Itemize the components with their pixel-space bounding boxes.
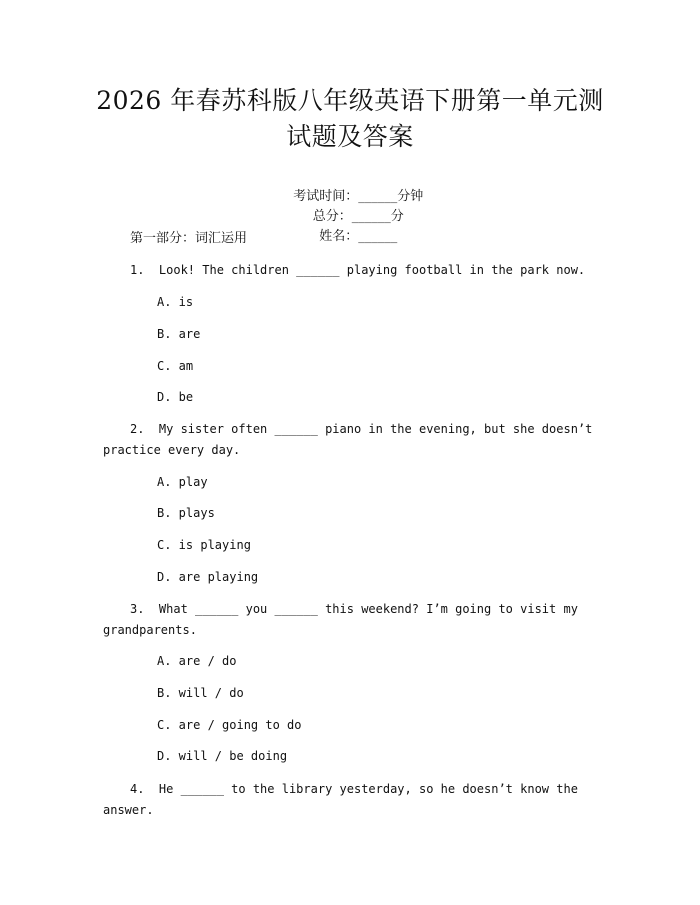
question-4-text: 4. He ______ to the library yesterday, so he doesn’t know the	[130, 782, 578, 796]
total-score-field: 总分：______分	[312, 209, 404, 224]
question-3-option-a: A. are / do	[157, 654, 237, 668]
question-1-option-b: B. are	[157, 327, 201, 341]
question-3-option-d: D. will / be doing	[157, 749, 288, 763]
question-4-text-continued: answer.	[103, 803, 154, 817]
exam-time-field: 考试时间：______分钟	[293, 189, 424, 204]
question-3-text-continued: grandparents.	[103, 623, 197, 637]
question-3-option-c: C. are / going to do	[157, 718, 302, 732]
question-2-option-c: C. is playing	[157, 538, 251, 552]
question-2-text-continued: practice every day.	[103, 443, 241, 457]
question-3-text: 3. What ______ you ______ this weekend? I’m going to visit my	[130, 602, 578, 616]
exam-meta	[0, 167, 700, 267]
student-name-field: 姓名：______	[319, 229, 398, 244]
question-1-text: 1. Look! The children ______ playing football in the park now.	[130, 263, 586, 277]
question-3-option-b: B. will / do	[157, 686, 244, 700]
exam-title-line-1: 2026 年春苏科版八年级英语下册第一单元测	[96, 86, 604, 115]
question-2-option-a: A. play	[157, 475, 208, 489]
section-heading: 第一部分：词汇运用	[130, 231, 248, 246]
question-2-text: 2. My sister often ______ piano in the evening, but she doesn’t	[130, 422, 593, 436]
question-1-option-c: C. am	[157, 359, 194, 373]
question-2-option-d: D. are playing	[157, 570, 259, 584]
question-1-option-d: D. be	[157, 390, 194, 404]
exam-title-line-2: 试题及答案	[286, 122, 414, 151]
question-2-option-b: B. plays	[157, 506, 215, 520]
question-1-option-a: A. is	[157, 295, 194, 309]
